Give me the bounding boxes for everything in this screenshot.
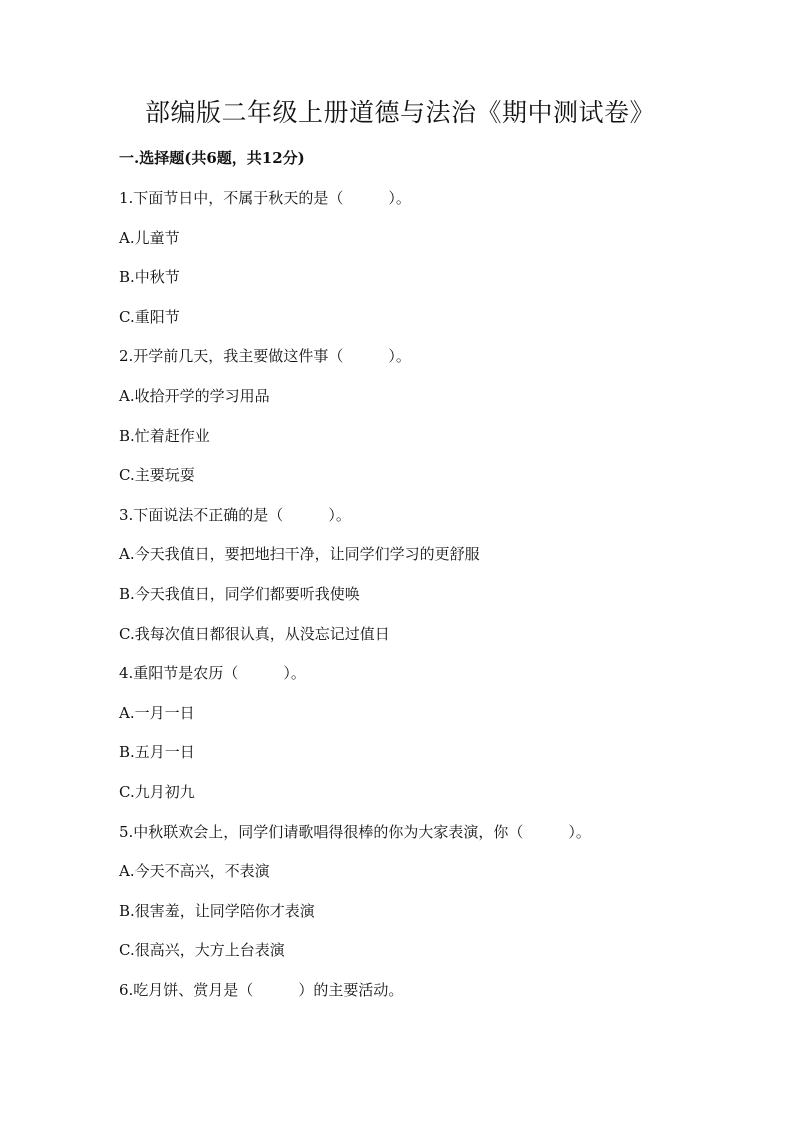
question-4-option-b: B.五月一日 — [119, 743, 195, 761]
question-6-stem: 6.吃月饼、赏月是（ ）的主要活动。 — [119, 981, 404, 999]
question-4-option-a: A.一月一日 — [119, 704, 195, 722]
question-2-stem: 2.开学前几天，我主要做这件事（ ）。 — [119, 347, 411, 365]
question-5-option-c: C.很高兴，大方上台表演 — [119, 941, 285, 959]
question-4-stem: 4.重阳节是农历（ ）。 — [119, 664, 306, 682]
question-5-option-b: B.很害羞，让同学陪你才表演 — [119, 902, 315, 920]
question-1-stem: 1.下面节日中，不属于秋天的是（ ）。 — [119, 189, 411, 207]
question-5-option-a: A.今天不高兴，不表演 — [119, 862, 270, 880]
section-heading: 一.选择题(共6题，共12分) — [119, 149, 305, 167]
question-1-option-b: B.中秋节 — [119, 268, 180, 286]
question-3-stem: 3.下面说法不正确的是（ ）。 — [119, 506, 351, 524]
document-title: 部编版二年级上册道德与法治《期中测试卷》 — [144, 98, 655, 127]
question-5-stem: 5.中秋联欢会上，同学们请歌唱得很棒的你为大家表演，你（ ）。 — [119, 823, 591, 841]
question-3-option-c: C.我每次值日都很认真，从没忘记过值日 — [119, 625, 390, 643]
question-2-option-c: C.主要玩耍 — [119, 466, 195, 484]
question-2-option-a: A.收拾开学的学习用品 — [119, 387, 270, 405]
question-1-option-c: C.重阳节 — [119, 308, 180, 326]
question-2-option-b: B.忙着赶作业 — [119, 427, 210, 445]
question-1-option-a: A.儿童节 — [119, 229, 180, 247]
question-3-option-a: A.今天我值日，要把地扫干净，让同学们学习的更舒服 — [119, 545, 480, 563]
question-4-option-c: C.九月初九 — [119, 783, 195, 801]
question-3-option-b: B.今天我值日，同学们都要听我使唤 — [119, 585, 360, 603]
